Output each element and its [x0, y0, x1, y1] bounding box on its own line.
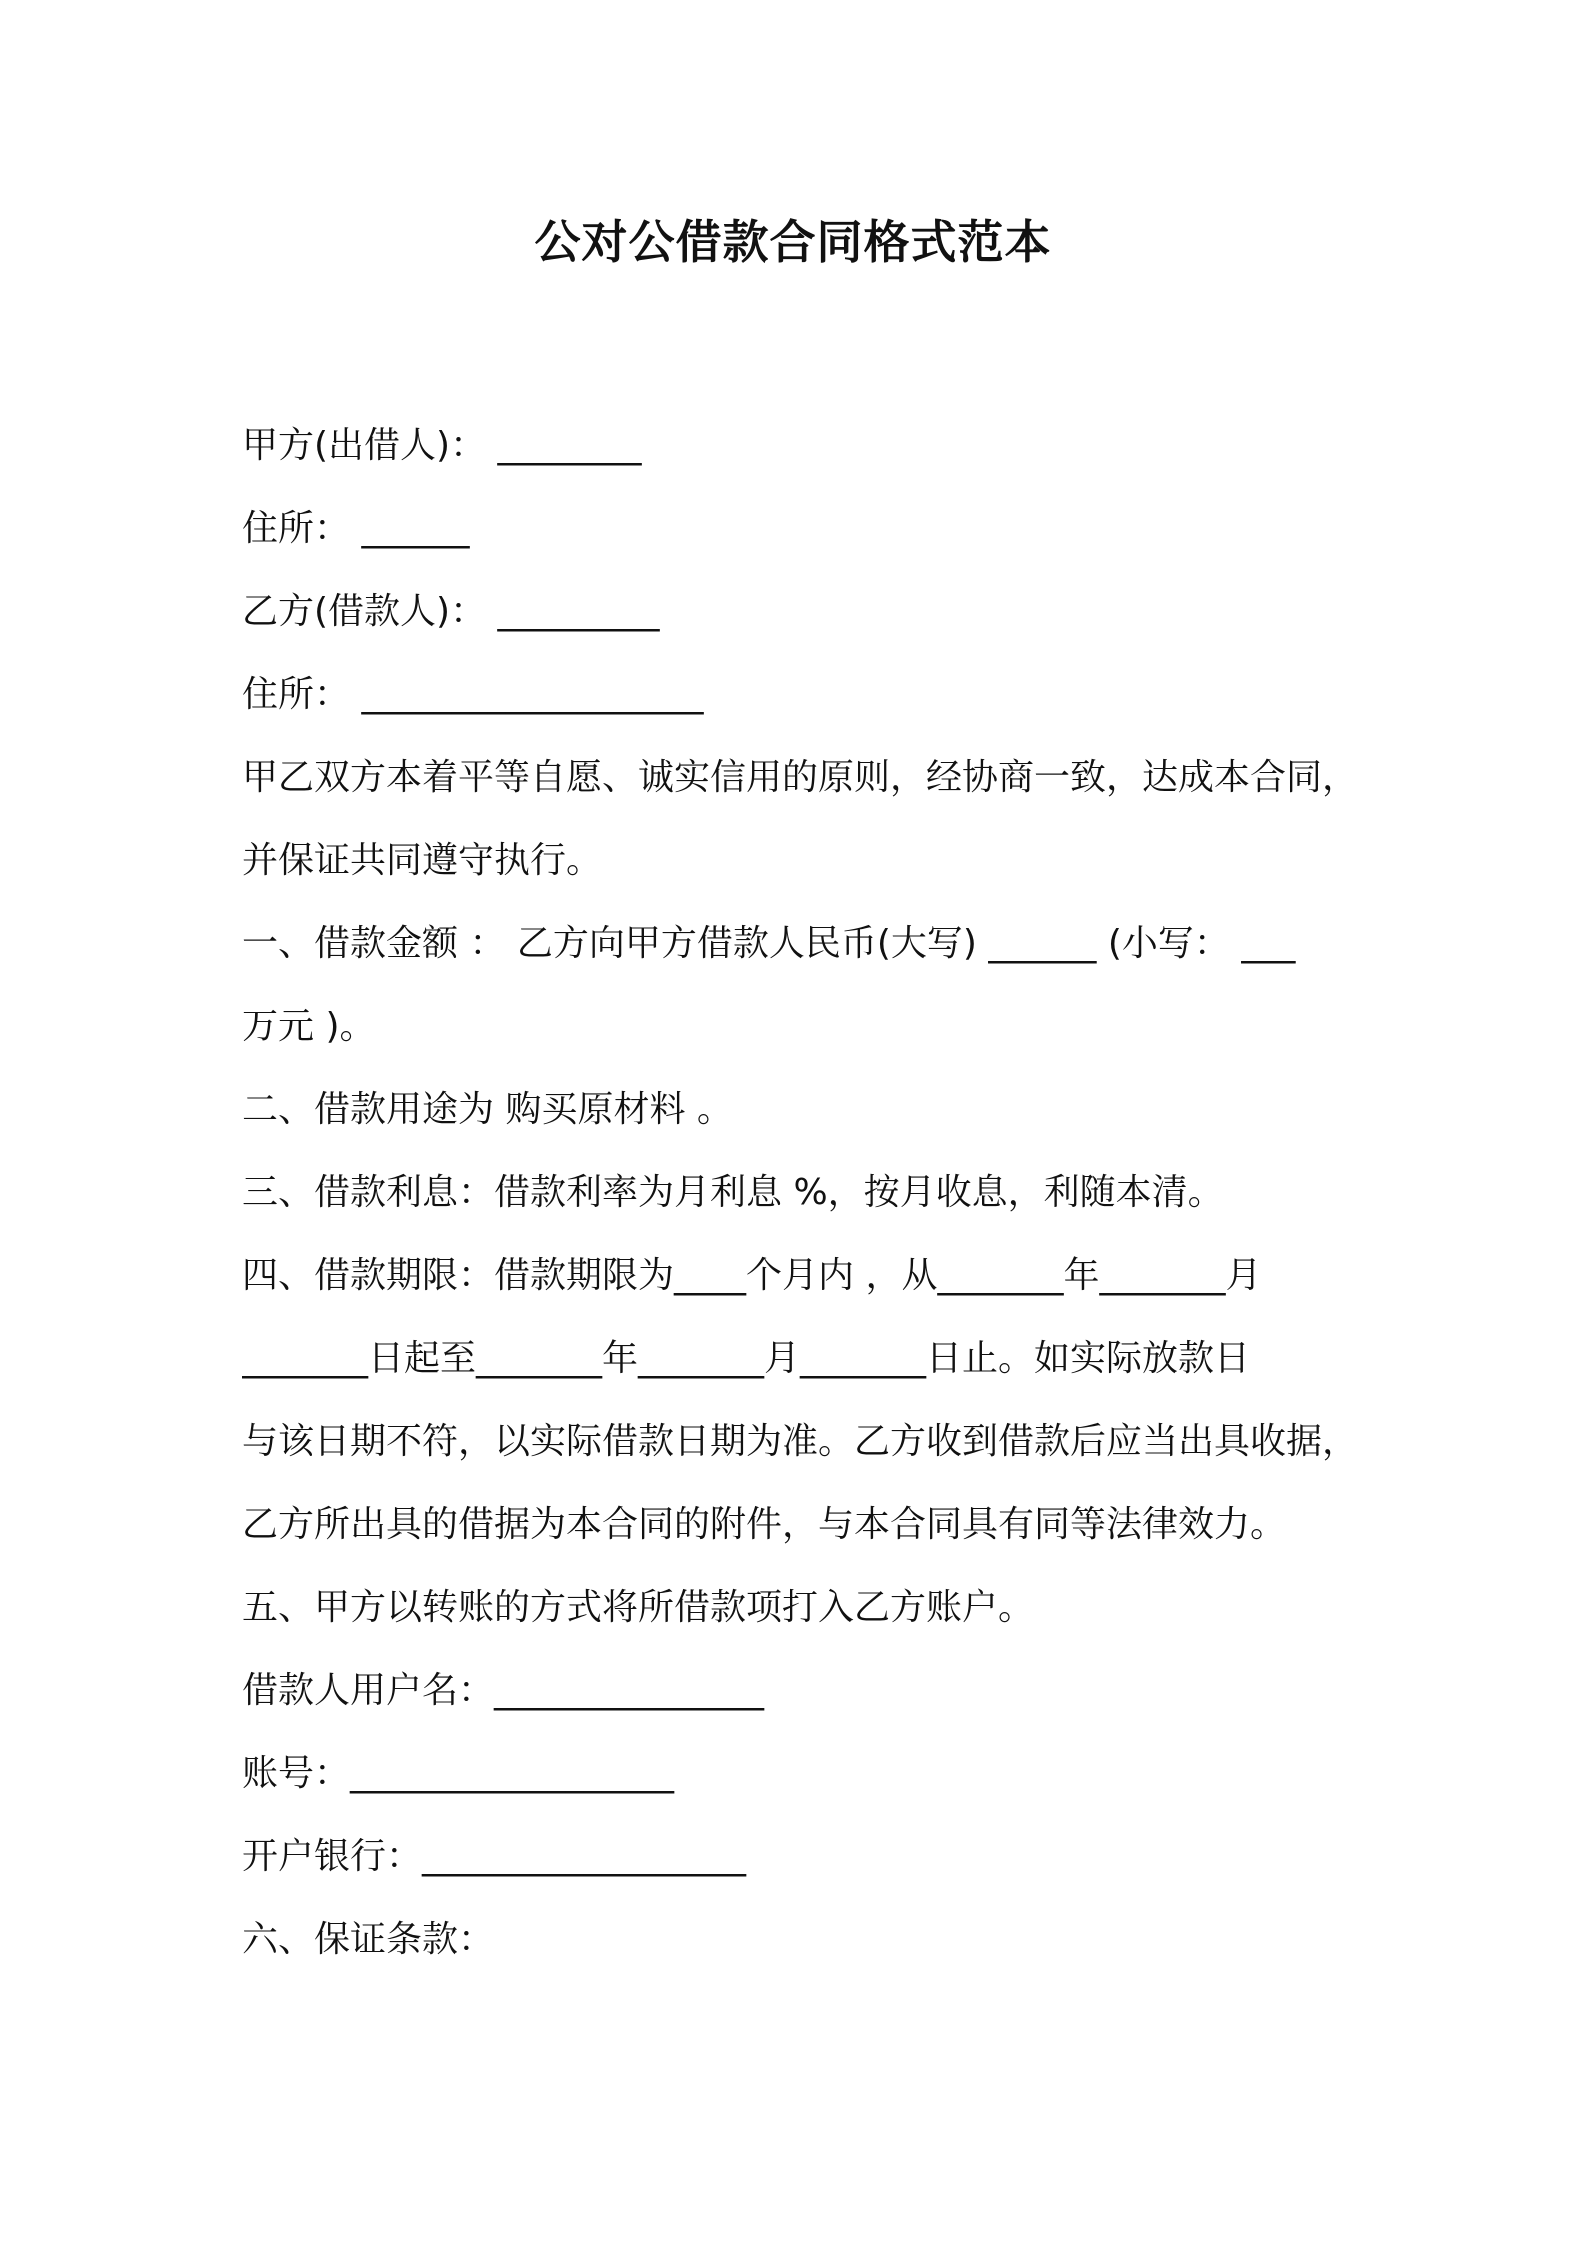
account-name-line: 借款人用户名：_______________ [242, 1670, 765, 1711]
clause-4-term-line-2: _______日起至_______年_______月_______日止。如实际放款日 [242, 1338, 1251, 1379]
preamble-line-1: 甲乙双方本着平等自愿、诚实信用的原则，经协商一致，达成本合同， [242, 757, 1359, 798]
borrower-address-line: 住所： ___________________ [242, 674, 704, 715]
clause-1-amount-line-1: 一、借款金额 ： 乙方向甲方借款人民币(大写) ______ (小写： ___ [242, 923, 1296, 964]
clause-6-guarantee: 六、保证条款： [242, 1919, 495, 1960]
clause-4-term-line-1: 四、借款期限：借款期限为____个月内 ，从_______年_______月 [242, 1255, 1262, 1296]
borrower-line: 乙方(借款人)： _________ [242, 591, 660, 632]
document-body [242, 404, 1362, 1981]
clause-3-interest: 三、借款利息：借款利率为月利息 %，按月收息，利随本清。 [242, 1172, 1224, 1213]
lender-address-line: 住所： ______ [242, 508, 470, 549]
clause-5-transfer: 五、甲方以转账的方式将所借款项打入乙方账户。 [242, 1587, 1035, 1628]
clause-2-purpose: 二、借款用途为 购买原材料 。 [242, 1089, 733, 1130]
account-number-line: 账号：__________________ [242, 1753, 675, 1794]
clause-4-term-line-3: 与该日期不符，以实际借款日期为准。乙方收到借款后应当出具收据， [242, 1421, 1359, 1462]
clause-4-term-line-4: 乙方所出具的借据为本合同的附件，与本合同具有同等法律效力。 [242, 1504, 1287, 1545]
lender-line: 甲方(出借人)： ________ [242, 425, 642, 466]
document-title: 公对公借款合同格式范本 [534, 215, 1052, 269]
clause-1-amount-line-2: 万元 )。 [242, 1006, 376, 1047]
bank-line: 开户银行：__________________ [242, 1836, 747, 1877]
preamble-line-2: 并保证共同遵守执行。 [242, 840, 603, 881]
